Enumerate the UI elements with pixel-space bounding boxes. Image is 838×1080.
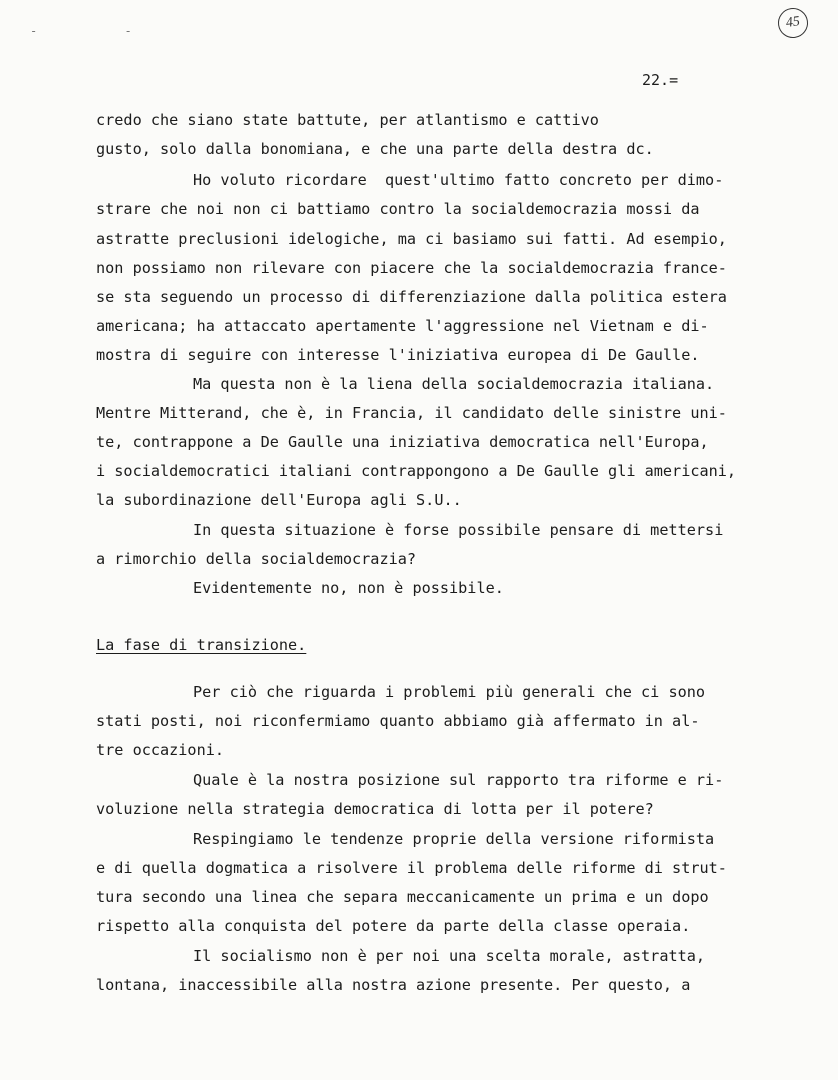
text-line: Il socialismo non è per noi una scelta morale, astratta, bbox=[193, 947, 706, 965]
text-line: mostra di seguire con interesse l'iniziativa europea di De Gaulle. bbox=[96, 346, 700, 364]
text-line: rispetto alla conquista del potere da parte della classe operaia. bbox=[96, 917, 691, 935]
text-line: Ma questa non è la liena della socialdemocrazia italiana. bbox=[193, 375, 715, 393]
text-line: se sta seguendo un processo di differenziazione dalla politica estera bbox=[96, 288, 727, 306]
text-line: tre occazioni. bbox=[96, 741, 225, 759]
text-line: Ho voluto ricordare quest'ultimo fatto concreto per dimo- bbox=[193, 171, 724, 189]
text-line: Per ciò che riguarda i problemi più generali che ci sono bbox=[193, 683, 706, 701]
text-line: a rimorchio della socialdemocrazia? bbox=[96, 550, 417, 568]
text-line: americana; ha attaccato apertamente l'aggressione nel Vietnam e di- bbox=[96, 317, 709, 335]
text-line: Mentre Mitterand, che è, in Francia, il candidato delle sinistre uni- bbox=[96, 404, 727, 422]
text-line: gusto, solo dalla bonomiana, e che una parte della destra dc. bbox=[96, 140, 654, 158]
text-line: i socialdemocratici italiani contrappongono a De Gaulle gli americani, bbox=[96, 462, 737, 480]
text-line: strare che noi non ci battiamo contro la socialdemocrazia mossi da bbox=[96, 200, 700, 218]
text-line: non possiamo non rilevare con piacere che la socialdemocrazia france- bbox=[96, 259, 727, 277]
text-line: stati posti, noi riconfermiamo quanto abbiamo già affermato in al- bbox=[96, 712, 700, 730]
margin-marks: - - bbox=[30, 24, 172, 38]
text-line: lontana, inaccessibile alla nostra azione presente. Per questo, a bbox=[96, 976, 691, 994]
text-line: la subordinazione dell'Europa agli S.U.. bbox=[96, 491, 462, 509]
section-heading: La fase di transizione. bbox=[96, 636, 307, 654]
text-line: astratte preclusioni idelogiche, ma ci basiamo sui fatti. Ad esempio, bbox=[96, 230, 727, 248]
text-line: credo che siano state battute, per atlantismo e cattivo bbox=[96, 111, 599, 129]
page-number: 22.= bbox=[642, 71, 679, 89]
text-line: te, contrappone a De Gaulle una iniziativa democratica nell'Europa, bbox=[96, 433, 709, 451]
text-line: Quale è la nostra posizione sul rapporto tra riforme e ri- bbox=[193, 771, 724, 789]
text-line: e di quella dogmatica a risolvere il problema delle riforme di strut- bbox=[96, 859, 727, 877]
text-line: tura secondo una linea che separa meccanicamente un prima e un dopo bbox=[96, 888, 709, 906]
text-line: voluzione nella strategia democratica di lotta per il potere? bbox=[96, 800, 654, 818]
text-line: In questa situazione è forse possibile pensare di mettersi bbox=[193, 521, 724, 539]
archive-stamp: 45 bbox=[776, 6, 810, 40]
text-line: Evidentemente no, non è possibile. bbox=[193, 579, 504, 597]
text-line: Respingiamo le tendenze proprie della versione riformista bbox=[193, 830, 715, 848]
